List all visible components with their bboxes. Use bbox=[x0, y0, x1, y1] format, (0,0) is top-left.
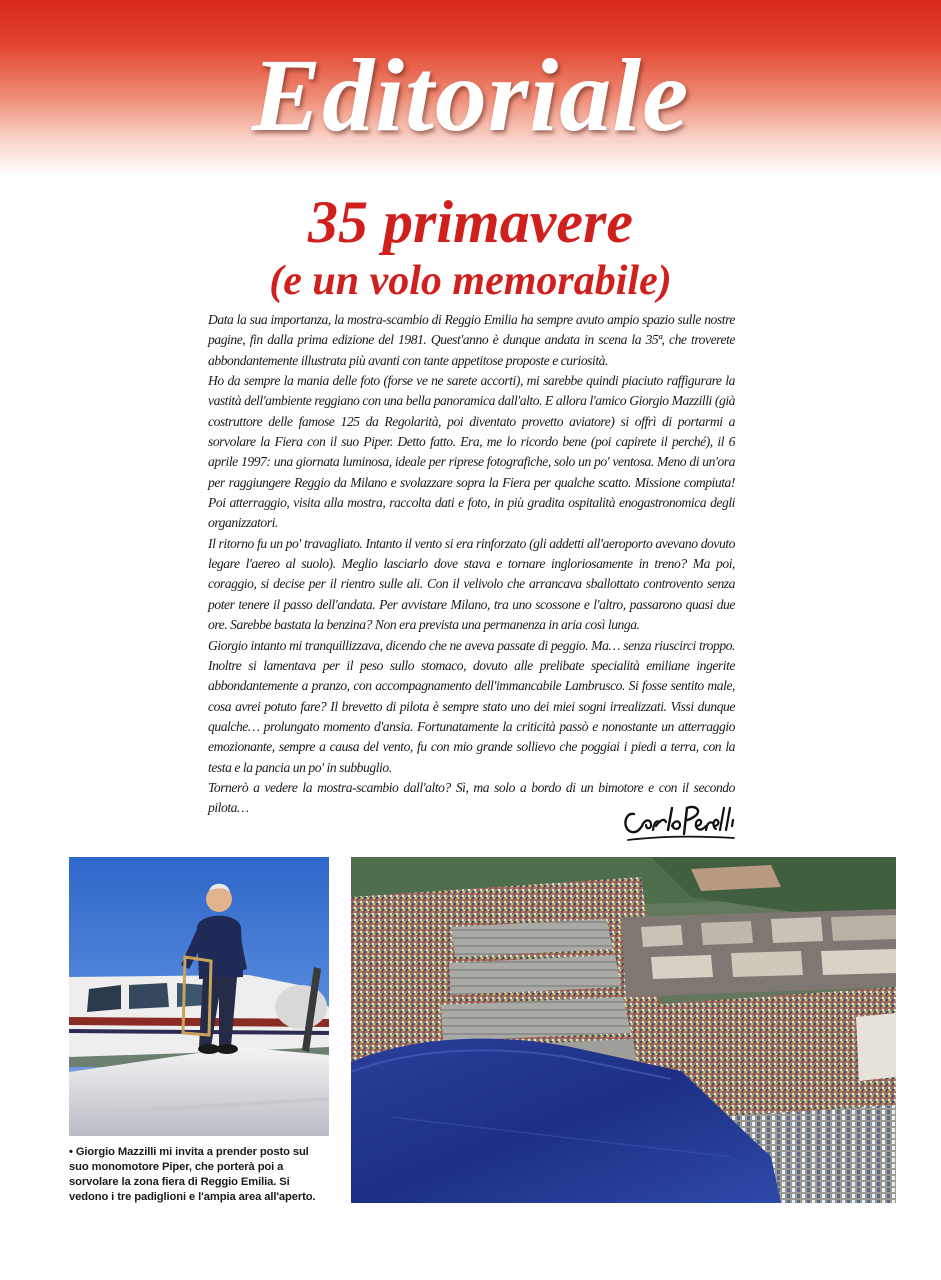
photo-caption: • Giorgio Mazzilli mi invita a prender posto sul suo monomotore Piper, che porterà poi a sorvolare la zona fiera di Reggio Emilia. Si vedono i tre padiglioni e l'ampia area all'aperto. bbox=[69, 1146, 316, 1203]
article-body bbox=[208, 310, 735, 819]
paragraph: Il ritorno fu un po' travagliato. Intanto il vento si era rinforzato (gli addetti all'aeroporto avevano dovuto legare l'aereo al suolo). Meglio lasciarlo dove stava e tornare ingloriosamente in treno? Ma poi, coraggio, si decise per il rientro sulle ali. Con il velivolo che arrancava sballottato controvento senza poter tenere il passo dell'andata. Per avvistare Milano, tra uno scossone e l'altro, passarono quasi due ore. Sarebbe bastata la benzina? Non era prevista una permanenza in aria così lunga. bbox=[208, 535, 735, 633]
paragraph: Ho da sempre la mania delle foto (forse ve ne sarete accorti), mi sarebbe quindi piaciuto raffigurare la vastità dell'ambiente reggiano con una bella panoramica dall'alto. E allora l'amico Giorgio Mazzilli (già costruttore delle famose 125 da Regolarità, poi diventato provetto aviatore) si offrì di portarmi a sorvolare la Fiera con il suo Piper. Detto fatto. Era, me lo ricordo bene (poi capirete il perché), il 6 aprile 1997: una giornata luminosa, ideale per riprese fotografiche, solo un po' ventosa. Meno di un'ora per raggiungere Reggio da Milano e svolazzare sopra la Fiera per qualche scatto. Missione compiuta! Poi atterraggio, visita alla mostra, raccolta dati e foto, in più gradita ospitalità enogastronomica degli organizzatori. bbox=[208, 373, 735, 531]
photo-pilot-piper bbox=[69, 857, 329, 1136]
section-title: Editoriale bbox=[251, 38, 690, 153]
paragraph: Tornerò a vedere la mostra-scambio dall'alto? Sì, ma solo a bordo di un bimotore e con il secondo pilota… bbox=[208, 779, 735, 816]
paragraph: Data la sua importanza, la mostra-scambio di Reggio Emilia ha sempre avuto ampio spazio sulle nostre pagine, fin dalla prima edizione del 1981. Quest'anno è dunque andata in scena la 35ª, che troverete abbondantemente illustrata più avanti con tante appetitose proposte e curiosità. bbox=[208, 312, 735, 368]
article-subheadline: (e un volo memorabile) bbox=[269, 258, 672, 304]
photo-aerial-fair bbox=[351, 857, 896, 1203]
paragraph: Giorgio intanto mi tranquillizzava, dicendo che ne aveva passate di peggio. Ma… senza riuscirci troppo. Inoltre si lamentava per il peso sullo stomaco, dovuto alle prelibate specialità emiliane ingerite abbondantemente a pranzo, con accompagnamento dell'immancabile Lambrusco. Si fosse sentito male, cosa avrei potuto fare? Il brevetto di pilota è sempre stato uno dei miei sogni irrealizzati. Vissi dunque qualche… prolungato momento d'ansia. Fortunatamente la criticità passò e nonostante un atterraggio emozionante, sempre a causa del vento, fu con mio grande sollievo che poggiai i piedi a terra, con la testa e la pancia un po' in subbuglio. bbox=[208, 637, 735, 775]
article-headline: 35 primavere bbox=[308, 189, 633, 255]
signature bbox=[620, 796, 740, 848]
